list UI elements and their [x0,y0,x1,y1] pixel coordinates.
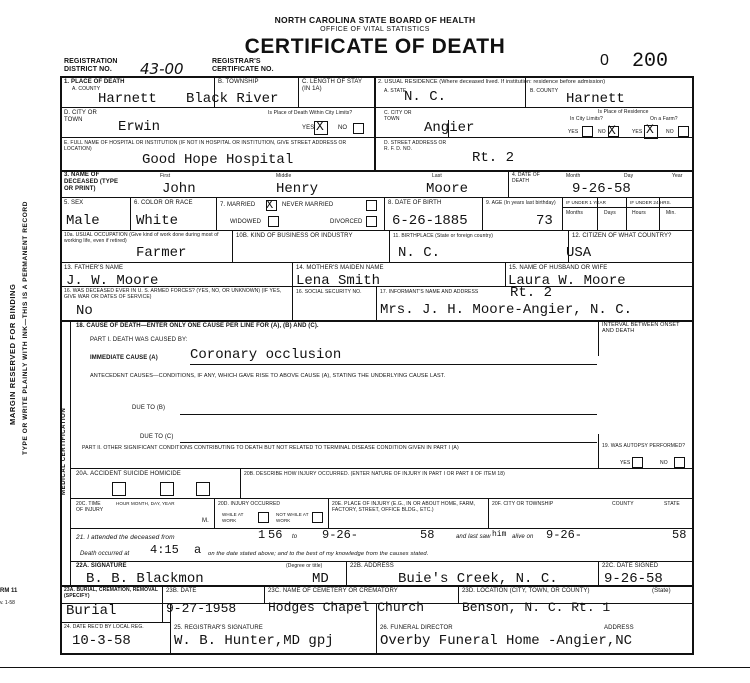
while-at-work-label: WHILE AT WORK [222,512,244,523]
autopsy-yes-box[interactable] [632,457,643,468]
injury-county-label: COUNTY [612,501,634,507]
autopsy-no-box[interactable] [674,457,685,468]
city-township-label: 20F. CITY OR TOWNSHIP [492,501,554,507]
not-at-work-box[interactable] [312,512,323,523]
under-24-hours-label: IF UNDER 24 HRS. [630,200,672,205]
him-her: him [492,530,507,539]
accident-type-label: 20A. ACCIDENT SUICIDE HOMICIDE [76,471,181,477]
within-limits-yes-mark: X [316,119,324,134]
part1-label: PART I. DEATH WAS CAUSED BY: [90,337,188,343]
age-value: 73 [536,213,553,229]
place-of-death-label: 1. PLACE OF DEATH [64,79,125,85]
birth-date-label: 8. DATE OF BIRTH [388,200,442,206]
res-state-label: A. STATE [384,88,407,94]
armed-forces-label: 16. WAS DECEASED EVER IN U. S. ARMED FORCES? (YES, NO, OR UNKNOWN) (IF YES, GIVE WAR OR DATES OF SERVICE) [64,288,282,300]
within-limits-no-label: NO [338,125,348,131]
middle-name-value: Henry [276,181,319,197]
hospital-label: E. FULL NAME OF HOSPITAL OR INSTITUTION (IF NOT IN HOSPITAL OR INSTITUTION, GIVE STREET ADDRESS OR LOCATION) [64,140,347,152]
res-county-value: Harnett [566,91,625,107]
last-label: Last [432,173,442,179]
father-value: J. W. Moore [66,273,159,289]
antecedent-label: ANTECEDENT CAUSES—CONDITIONS, IF ANY, WHICH GAVE RISE TO ABOVE CAUSE (A), STATING THE UNDERLYING CAUSE LAST. [90,373,446,379]
time-of-injury-label: 20C. TIME OF INJURY [76,501,104,513]
place-of-injury-label: 20E. PLACE OF INJURY (E.G., IN OR ABOUT HOME, FARM, FACTORY, STREET, OFFICE BLDG., ETC.) [332,501,476,513]
armed-forces-value: No [76,303,93,319]
first-name-value: John [162,181,196,197]
immediate-cause-label: IMMEDIATE CAUSE (A) [90,355,158,361]
res-farm-yes-mark: X [646,122,654,137]
last-name-value: Moore [426,181,469,197]
hospital-value: Good Hope Hospital [142,152,294,168]
cert-number: 200 [632,50,669,73]
res-place-label: Is Place of Residence [598,109,649,115]
accident-box[interactable] [112,482,126,496]
divorced-label: DIVORCED [330,219,363,225]
degree-label: (Degree or title) [286,563,323,569]
spouse-value: Laura W. Moore [508,273,626,289]
days-label: Days [604,210,616,216]
death-city-label: D. CITY OR TOWN [64,110,97,123]
res-limits-no-mark: X [608,123,616,138]
death-occurred-prefix: Death occurred at [80,551,130,557]
length-of-stay-label: C. LENGTH OF STAY (IN 1A) [302,79,363,92]
medical-certification-label: MEDICAL CERTIFICATION [61,407,67,495]
due-to-b-label: DUE TO (B) [132,405,166,411]
never-married-label: NEVER MARRIED [282,202,334,208]
autopsy-label: 19. WAS AUTOPSY PERFORMED? [602,443,686,449]
physician-address: Buie's Creek, N. C. [398,571,558,587]
sex-label: 5. SEX [64,200,84,206]
interval-label: INTERVAL BETWEEN ONSET AND DEATH [602,322,680,334]
alive-on-date: 9-26- [546,528,583,542]
res-farm-no-box[interactable] [678,126,689,137]
physician-degree: MD [312,571,329,587]
race-value: White [136,213,179,229]
autopsy-yes-label: YES [620,460,631,466]
alive-on-year: 58 [672,528,687,542]
cemetery-value: Hodges Chapel Church [268,600,425,615]
registrar-signature: W. B. Hunter,MD gpj [174,633,334,649]
informant-label: 17. INFORMANT'S NAME AND ADDRESS [380,289,479,295]
funeral-director-label: 26. FUNERAL DIRECTOR [380,625,453,631]
informant-address-1: Rt. 2 [510,285,553,301]
not-at-work-label: NOT WHILE AT WORK [276,512,309,523]
funeral-address-label: ADDRESS [604,625,634,631]
death-county-label: A. COUNTY [72,86,101,92]
date-received-value: 10-3-58 [72,633,131,649]
cause-of-death-label: 18. CAUSE OF DEATH—ENTER ONLY ONE CAUSE PER LINE FOR (A), (B) AND (C). [76,323,319,329]
first-label: First [160,173,171,179]
homicide-box[interactable] [196,482,210,496]
cert-prefix: 0 [600,52,609,69]
dod-year-label: Year [672,173,683,179]
death-occurred-suffix: on the date stated above; and to the best of my knowledge from the causes stated. [208,551,429,557]
death-ampm: a [194,543,202,557]
business-label: 10B. KIND OF BUSINESS OR INDUSTRY [236,233,353,239]
due-to-c-label: DUE TO (C) [140,434,174,440]
burial-value: Burial [66,603,117,619]
reg-district-value: 43-00 [140,60,184,78]
widowed-box[interactable] [268,216,279,227]
suicide-box[interactable] [160,482,174,496]
time-of-injury-sub: HOUR MONTH, DAY, YEAR [116,501,175,506]
res-city-label: C. CITY OR TOWN [384,110,412,122]
res-county-label: B. COUNTY [530,88,559,94]
res-state-value: N. C. [404,89,447,105]
physician-address-label: 22B. ADDRESS [350,563,394,569]
res-farm-yes-label: YES [632,129,643,135]
sex-value: Male [66,213,100,229]
cemetery-label: 23C. NAME OF CEMETERY OR CREMATORY [268,588,398,594]
burial-label: 23A. BURIAL, CREMATION, REMOVAL (SPECIFY) [64,587,158,599]
date-of-death-value: 9-26-58 [572,181,631,197]
res-in-limits-label: In City Limits? [570,116,603,122]
death-township-label: B. TOWNSHIP [218,79,259,85]
under-one-year-label: IF UNDER 1 YEAR [566,200,606,205]
death-hour: 4:15 [150,543,179,557]
attended-to-year: 58 [420,528,435,542]
attended-from-year: 56 [268,528,283,542]
death-township-value: Black River [186,91,279,107]
attended-to-label: to [292,534,298,540]
autopsy-no-label: NO [660,460,668,466]
married-mark: X [266,198,274,212]
time-m-label: M. [202,518,209,524]
signature-label: 22A. SIGNATURE [76,563,127,569]
res-limits-yes-box[interactable] [582,126,593,137]
deceased-name-label: 3. NAME OF DECEASED (TYPE OR PRINT) [64,172,119,192]
within-limits-no-box[interactable] [353,123,364,134]
burial-state-label: (State) [652,588,671,594]
res-farm-label: On a Farm? [650,116,678,122]
board-header: NORTH CAROLINA STATE BOARD OF HEALTH [274,15,476,25]
binding-margin-text: MARGIN RESERVED FOR BINDING [8,283,17,425]
dod-day-label: Day [624,173,634,179]
birthplace-value: N. C. [398,245,441,261]
document-title: CERTIFICATE OF DEATH [244,35,506,58]
burial-location-label: 23D. LOCATION (CITY, TOWN, OR COUNTY) [462,588,590,594]
birthplace-label: 11. BIRTHPLACE (State or foreign country) [393,233,494,239]
death-city-value: Erwin [118,119,161,135]
citizen-value: USA [566,245,592,261]
middle-label: Middle [276,173,292,179]
date-of-death-label: 4. DATE OF DEATH [512,172,540,184]
hours-label: Hours [632,210,646,216]
occupation-value: Farmer [136,245,187,261]
attended-from: 1 [258,528,266,542]
residence-label: 2. USUAL RESIDENCE (Where deceased lived. If institution: residence before admission) [378,79,606,85]
occupation-label: 10a. USUAL OCCUPATION (Give kind of work done during most of working life, even if retired) [64,232,219,244]
reg-district-label: REGISTRATION DISTRICT NO. [64,58,118,73]
res-limits-no-label: NO [598,129,606,135]
ink-instruction-text: TYPE OR WRITE PLAINLY WITH INK—THIS IS A PERMANENT RECORD [22,200,29,455]
res-street-label: D. STREET ADDRESS OR R. F. D. NO. [384,140,447,152]
form-number: RM 11 [0,588,18,594]
injury-state-label: STATE [664,501,680,507]
mother-label: 14. MOTHER'S MAIDEN NAME [296,265,384,271]
death-county-value: Harnett [98,91,157,107]
father-label: 13. FATHER'S NAME [64,265,124,271]
registrar-signature-label: 25. REGISTRAR'S SIGNATURE [174,625,263,631]
burial-location-value: Benson, N. C. Rt. 1 [462,600,611,615]
alive-on-label: alive on [512,534,534,540]
age-label: 9. AGE (In years last birthday) [486,200,556,206]
race-label: 6. COLOR OR RACE [134,200,193,206]
form-version: v. 1-58 [0,600,15,606]
citizen-label: 12. CITIZEN OF WHAT COUNTRY? [572,233,672,239]
physician-signature: B. B. Blackmon [86,571,204,587]
res-city-value: Angier [424,120,475,136]
widowed-label: WIDOWED [230,219,262,225]
registrar-cert-label: REGISTRAR'S CERTIFICATE NO. [212,58,274,73]
never-married-box[interactable] [366,200,377,211]
res-farm-no-label: NO [666,129,674,135]
ssn-label: 16. SOCIAL SECURITY NO. [296,289,362,295]
part2-label: PART II. OTHER SIGNIFICANT CONDITIONS CONTRIBUTING TO DEATH BUT NOT RELATED TO TERMINAL DISEASE CONDITION GIVEN IN PART I (A) [82,445,459,451]
burial-date-label: 23B. DATE [166,588,197,594]
office-header: OFFICE OF VITAL STATISTICS [320,26,430,33]
months-label: Months [566,210,583,216]
attended-label: 21. I attended the deceased from [76,534,175,541]
date-signed-value: 9-26-58 [604,571,663,587]
within-limits-label: Is Place of Death Within City Limits? [268,110,353,116]
min-label: Min. [666,210,676,216]
date-signed-label: 22C. DATE SIGNED [602,563,659,569]
divorced-box[interactable] [366,216,377,227]
married-label: 7. MARRIED [220,202,256,208]
funeral-director-value: Overby Funeral Home -Angier,NC [380,633,633,649]
attended-to: 9-26- [322,528,359,542]
res-limits-yes-label: YES [568,129,579,135]
res-street-value: Rt. 2 [472,150,515,166]
burial-date-value: 9-27-1958 [166,601,237,616]
informant-address-2: Mrs. J. H. Moore-Angier, N. C. [380,302,633,318]
birth-date-value: 6-26-1885 [392,213,468,229]
immediate-cause-value: Coronary occlusion [190,347,342,363]
within-limits-yes-label: YES [302,125,315,131]
mother-value: Lena Smith [296,273,381,289]
dod-month-label: Month [566,173,581,179]
injury-occurred-label: 20D. INJURY OCCURRED [218,501,281,507]
spouse-label: 15. NAME OF HUSBAND OR WIFE [509,265,608,271]
while-at-work-box[interactable] [258,512,269,523]
last-saw-label: and last saw [456,534,491,540]
injury-description-label: 20B. DESCRIBE HOW INJURY OCCURRED. (ENTER NATURE OF INJURY IN PART I OR PART II OF ITEM 18) [244,471,505,477]
date-received-label: 24. DATE REC'D BY LOCAL REG. [64,624,144,630]
